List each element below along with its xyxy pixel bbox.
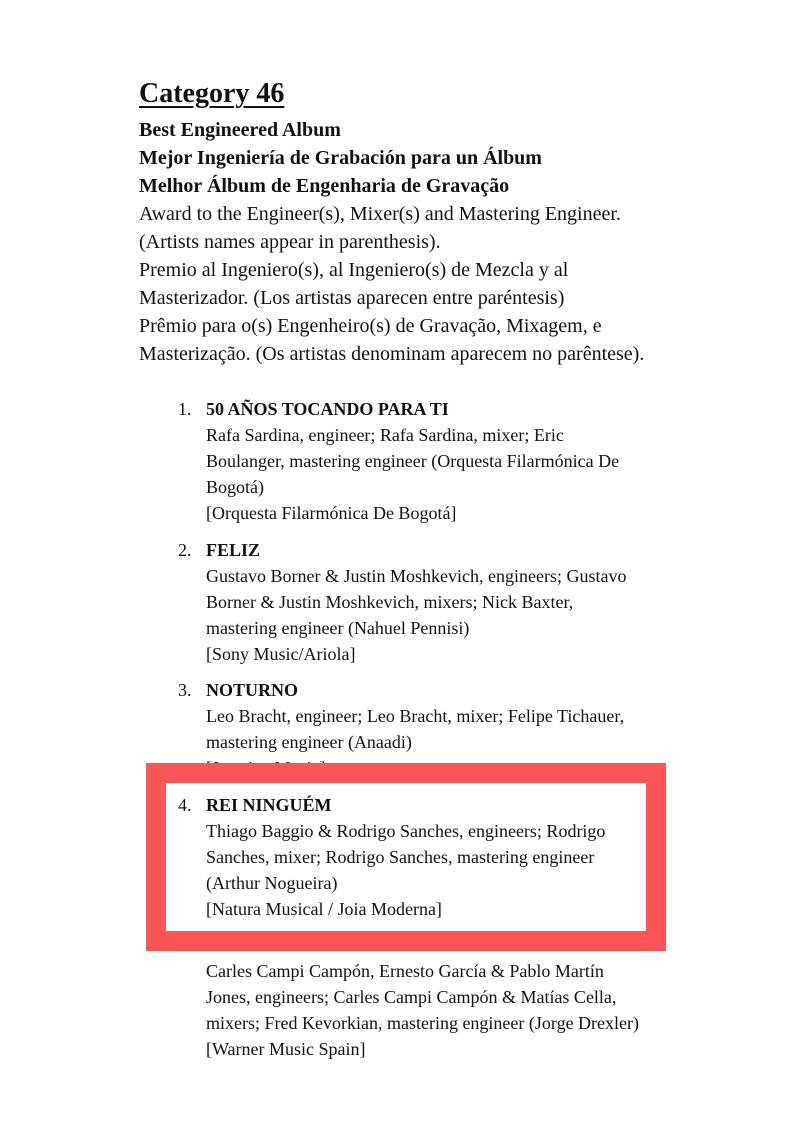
- nominee-number: 2.: [178, 540, 192, 560]
- nominee-credit-line: Jones, engineers; Carles Campi Campón & Matías Cella,: [206, 987, 617, 1007]
- heading-spanish: Mejor Ingeniería de Grabación para un Álbum: [139, 147, 542, 169]
- nominee-credit-line: (Arthur Nogueira): [206, 873, 338, 893]
- nominee-number: 3.: [178, 680, 192, 700]
- category-header: [139, 116, 644, 368]
- heading-english: Best Engineered Album: [139, 119, 341, 141]
- nominee-label: [Orquesta Filarmónica De Bogotá]: [206, 503, 457, 523]
- description-line: Prêmio para o(s) Engenheiro(s) de Gravação, Mixagem, e: [139, 315, 602, 337]
- nominee-credit-line: Rafa Sardina, engineer; Rafa Sardina, mixer; Eric: [206, 425, 564, 445]
- nominee-credit-line: Leo Bracht, engineer; Leo Bracht, mixer; Felipe Tichauer,: [206, 706, 625, 726]
- heading-portuguese: Melhor Álbum de Engenharia de Gravação: [139, 175, 510, 197]
- nominee-credit-line: mixers; Fred Kevorkian, mastering engineer (Jorge Drexler): [206, 1013, 640, 1033]
- description-line: Award to the Engineer(s), Mixer(s) and Mastering Engineer.: [139, 203, 621, 225]
- description-line: (Artists names appear in parenthesis).: [139, 231, 441, 253]
- nominee-credit-line: Carles Campi Campón, Ernesto García & Pablo Martín: [206, 961, 604, 981]
- nominee-credit-line: mastering engineer (Anaadi): [206, 732, 412, 752]
- nominee-label: [Sony Music/Ariola]: [206, 644, 356, 664]
- nominee-number: 1.: [178, 399, 192, 419]
- category-title: Category 46: [139, 78, 285, 109]
- nominee-credit-line: Thiago Baggio & Rodrigo Sanches, engineers; Rodrigo: [206, 821, 606, 841]
- nominee-number: 4.: [178, 795, 192, 815]
- nominee-credit-line: mastering engineer (Nahuel Pennisi): [206, 618, 470, 638]
- nominee-credit-line: Boulanger, mastering engineer (Orquesta Filarmónica De: [206, 451, 620, 471]
- description-line: Masterizador. (Los artistas aparecen entre paréntesis): [139, 287, 565, 309]
- nominee-credit-line: Gustavo Borner & Justin Moshkevich, engineers; Gustavo: [206, 566, 627, 586]
- nominee-credit-line: Sanches, mixer; Rodrigo Sanches, mastering engineer: [206, 847, 595, 867]
- nominee-title: NOTURNO: [206, 680, 299, 700]
- nominee-credit-line: Bogotá): [206, 477, 264, 497]
- nominee-label: [Natura Musical / Joia Moderna]: [206, 899, 442, 919]
- nominee-title: 50 AÑOS TOCANDO PARA TI: [206, 399, 449, 419]
- nominee-credit-line: Borner & Justin Moshkevich, mixers; Nick Baxter,: [206, 592, 574, 612]
- description-line: Masterização. (Os artistas denominam aparecem no parêntese).: [139, 343, 645, 365]
- nominee-title: FELIZ: [206, 540, 261, 560]
- nominee-title: REI NINGUÉM: [206, 795, 332, 815]
- description-line: Premio al Ingeniero(s), al Ingeniero(s) de Mezcla y al: [139, 259, 569, 281]
- nominee-label: [Warner Music Spain]: [206, 1039, 366, 1059]
